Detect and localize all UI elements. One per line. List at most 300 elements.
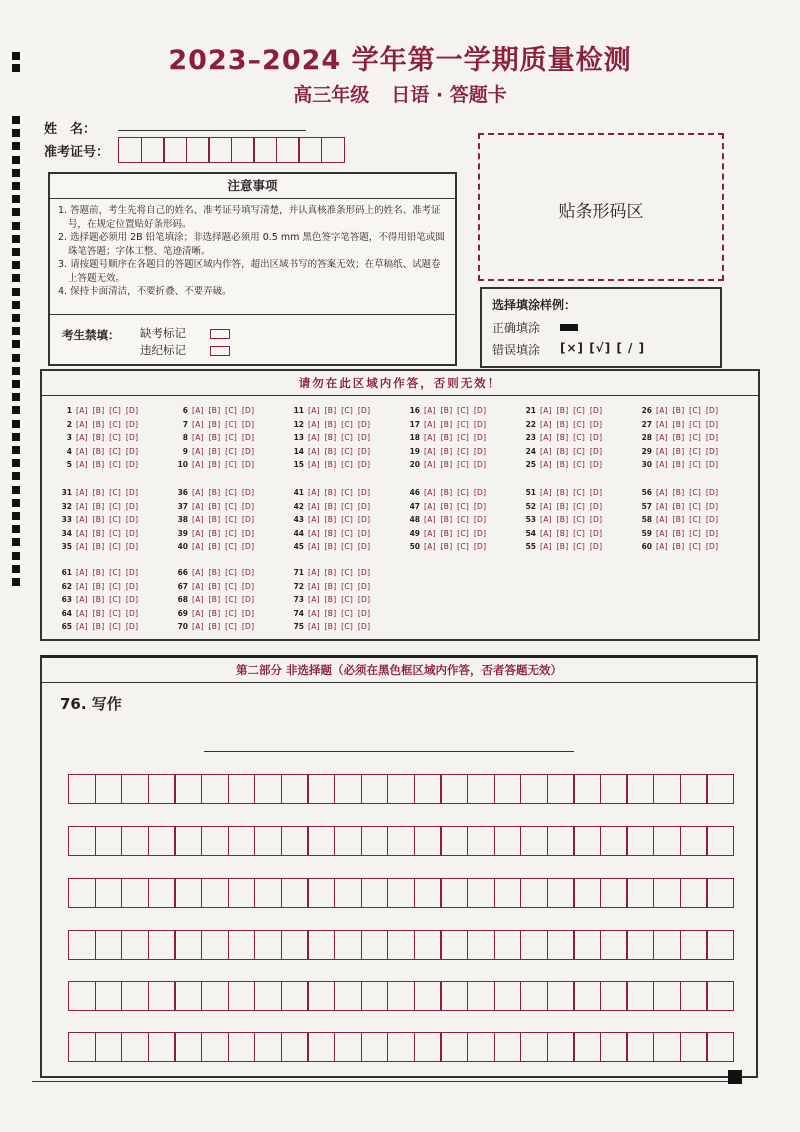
answer-options[interactable]: [A] [B] [C] [D]	[308, 420, 371, 429]
grid-cell[interactable]	[254, 774, 282, 804]
grid-cell[interactable]	[334, 878, 362, 908]
answer-options[interactable]: [A] [B] [C] [D]	[308, 460, 371, 469]
grid-cell[interactable]	[706, 981, 734, 1011]
grid-cell[interactable]	[494, 981, 522, 1011]
answer-options[interactable]: [A] [B] [C] [D]	[656, 433, 719, 442]
answer-options[interactable]: [A] [B] [C] [D]	[192, 622, 255, 631]
answer-options[interactable]: [A] [B] [C] [D]	[424, 542, 487, 551]
answer-options[interactable]: [A] [B] [C] [D]	[308, 488, 371, 497]
answer-options[interactable]: [A] [B] [C] [D]	[308, 568, 371, 577]
grid-cell[interactable]	[680, 826, 708, 856]
answer-options[interactable]: [A] [B] [C] [D]	[192, 502, 255, 511]
id-digit-box[interactable]	[186, 137, 210, 163]
grid-cell[interactable]	[228, 981, 256, 1011]
grid-cell[interactable]	[95, 826, 123, 856]
grid-cell[interactable]	[307, 930, 335, 960]
mc-question[interactable]	[636, 542, 718, 551]
violation-mark-box[interactable]	[210, 346, 230, 356]
grid-cell[interactable]	[573, 826, 601, 856]
grid-cell[interactable]	[307, 826, 335, 856]
mc-question[interactable]	[172, 609, 254, 618]
grid-cell[interactable]	[467, 1032, 495, 1062]
answer-options[interactable]: [A] [B] [C] [D]	[76, 529, 139, 538]
answer-options[interactable]: [A] [B] [C] [D]	[308, 595, 371, 604]
grid-cell[interactable]	[121, 981, 149, 1011]
mc-question[interactable]	[288, 447, 370, 456]
grid-cell[interactable]	[387, 774, 415, 804]
grid-cell[interactable]	[68, 981, 96, 1011]
grid-cell[interactable]	[228, 1032, 256, 1062]
grid-cell[interactable]	[228, 826, 256, 856]
grid-cell[interactable]	[626, 774, 654, 804]
grid-cell[interactable]	[547, 981, 575, 1011]
mc-question[interactable]	[56, 406, 138, 415]
grid-cell[interactable]	[600, 981, 628, 1011]
grid-cell[interactable]	[201, 981, 229, 1011]
mc-question[interactable]	[172, 582, 254, 591]
grid-cell[interactable]	[626, 826, 654, 856]
mc-question[interactable]	[288, 568, 370, 577]
grid-cell[interactable]	[121, 774, 149, 804]
grid-cell[interactable]	[95, 930, 123, 960]
grid-row[interactable]	[68, 878, 733, 908]
mc-question[interactable]	[56, 447, 138, 456]
grid-cell[interactable]	[281, 774, 309, 804]
id-digit-box[interactable]	[276, 137, 300, 163]
grid-cell[interactable]	[228, 930, 256, 960]
grid-cell[interactable]	[573, 1032, 601, 1062]
answer-options[interactable]: [A] [B] [C] [D]	[424, 515, 487, 524]
grid-cell[interactable]	[334, 930, 362, 960]
answer-options[interactable]: [A] [B] [C] [D]	[540, 488, 603, 497]
answer-options[interactable]: [A] [B] [C] [D]	[540, 529, 603, 538]
answer-options[interactable]: [A] [B] [C] [D]	[656, 542, 719, 551]
mc-question[interactable]	[520, 529, 602, 538]
mc-question[interactable]	[636, 529, 718, 538]
grid-row[interactable]	[68, 1032, 733, 1062]
grid-cell[interactable]	[281, 1032, 309, 1062]
grid-cell[interactable]	[653, 930, 681, 960]
mc-question[interactable]	[404, 433, 486, 442]
answer-options[interactable]: [A] [B] [C] [D]	[76, 595, 139, 604]
mc-question[interactable]	[520, 420, 602, 429]
grid-cell[interactable]	[174, 930, 202, 960]
answer-options[interactable]: [A] [B] [C] [D]	[424, 502, 487, 511]
grid-cell[interactable]	[148, 774, 176, 804]
grid-cell[interactable]	[95, 981, 123, 1011]
grid-cell[interactable]	[520, 930, 548, 960]
grid-cell[interactable]	[573, 930, 601, 960]
grid-cell[interactable]	[600, 826, 628, 856]
mc-question[interactable]	[520, 447, 602, 456]
grid-cell[interactable]	[600, 930, 628, 960]
mc-question[interactable]	[172, 529, 254, 538]
mc-question[interactable]	[56, 609, 138, 618]
mc-question[interactable]	[520, 460, 602, 469]
mc-question[interactable]	[404, 420, 486, 429]
answer-options[interactable]: [A] [B] [C] [D]	[76, 609, 139, 618]
grid-cell[interactable]	[121, 1032, 149, 1062]
grid-cell[interactable]	[95, 1032, 123, 1062]
answer-options[interactable]: [A] [B] [C] [D]	[308, 609, 371, 618]
answer-options[interactable]: [A] [B] [C] [D]	[76, 433, 139, 442]
answer-options[interactable]: [A] [B] [C] [D]	[192, 568, 255, 577]
grid-cell[interactable]	[680, 981, 708, 1011]
answer-options[interactable]: [A] [B] [C] [D]	[192, 595, 255, 604]
grid-cell[interactable]	[334, 1032, 362, 1062]
grid-cell[interactable]	[494, 826, 522, 856]
id-digit-box[interactable]	[208, 137, 232, 163]
mc-question[interactable]	[56, 420, 138, 429]
grid-cell[interactable]	[440, 930, 468, 960]
grid-cell[interactable]	[254, 826, 282, 856]
grid-row[interactable]	[68, 981, 733, 1011]
grid-cell[interactable]	[174, 826, 202, 856]
grid-cell[interactable]	[254, 930, 282, 960]
answer-options[interactable]: [A] [B] [C] [D]	[656, 447, 719, 456]
answer-options[interactable]: [A] [B] [C] [D]	[192, 460, 255, 469]
mc-question[interactable]	[520, 406, 602, 415]
mc-question[interactable]	[172, 502, 254, 511]
mc-question[interactable]	[520, 542, 602, 551]
mc-question[interactable]	[172, 568, 254, 577]
answer-options[interactable]: [A] [B] [C] [D]	[308, 582, 371, 591]
id-digit-box[interactable]	[321, 137, 345, 163]
mc-question[interactable]	[520, 433, 602, 442]
grid-cell[interactable]	[201, 1032, 229, 1062]
mc-question[interactable]	[288, 460, 370, 469]
mc-question[interactable]	[404, 460, 486, 469]
answer-options[interactable]: [A] [B] [C] [D]	[308, 447, 371, 456]
id-digit-box[interactable]	[298, 137, 322, 163]
grid-cell[interactable]	[174, 878, 202, 908]
mc-question[interactable]	[56, 568, 138, 577]
mc-question[interactable]	[636, 420, 718, 429]
mc-question[interactable]	[520, 502, 602, 511]
mc-question[interactable]	[404, 406, 486, 415]
grid-cell[interactable]	[626, 981, 654, 1011]
mc-question[interactable]	[288, 515, 370, 524]
answer-options[interactable]: [A] [B] [C] [D]	[424, 488, 487, 497]
grid-cell[interactable]	[680, 774, 708, 804]
mc-question[interactable]	[56, 529, 138, 538]
answer-options[interactable]: [A] [B] [C] [D]	[424, 433, 487, 442]
grid-cell[interactable]	[573, 878, 601, 908]
grid-cell[interactable]	[653, 774, 681, 804]
grid-cell[interactable]	[573, 981, 601, 1011]
grid-cell[interactable]	[414, 878, 442, 908]
grid-cell[interactable]	[68, 826, 96, 856]
mc-question[interactable]	[56, 502, 138, 511]
answer-options[interactable]: [A] [B] [C] [D]	[308, 502, 371, 511]
mc-question[interactable]	[56, 595, 138, 604]
grid-cell[interactable]	[307, 981, 335, 1011]
grid-cell[interactable]	[361, 774, 389, 804]
mc-question[interactable]	[56, 433, 138, 442]
grid-cell[interactable]	[95, 774, 123, 804]
mc-question[interactable]	[288, 542, 370, 551]
grid-cell[interactable]	[414, 930, 442, 960]
grid-cell[interactable]	[467, 774, 495, 804]
grid-cell[interactable]	[361, 1032, 389, 1062]
grid-cell[interactable]	[201, 774, 229, 804]
grid-cell[interactable]	[334, 981, 362, 1011]
answer-options[interactable]: [A] [B] [C] [D]	[656, 406, 719, 415]
grid-cell[interactable]	[281, 981, 309, 1011]
grid-cell[interactable]	[361, 878, 389, 908]
grid-cell[interactable]	[653, 981, 681, 1011]
answer-options[interactable]: [A] [B] [C] [D]	[308, 433, 371, 442]
answer-options[interactable]: [A] [B] [C] [D]	[192, 447, 255, 456]
grid-cell[interactable]	[600, 774, 628, 804]
answer-options[interactable]: [A] [B] [C] [D]	[308, 622, 371, 631]
grid-cell[interactable]	[547, 878, 575, 908]
grid-cell[interactable]	[201, 878, 229, 908]
answer-options[interactable]: [A] [B] [C] [D]	[540, 542, 603, 551]
grid-cell[interactable]	[174, 981, 202, 1011]
grid-cell[interactable]	[68, 878, 96, 908]
mc-question[interactable]	[288, 622, 370, 631]
grid-cell[interactable]	[387, 981, 415, 1011]
grid-cell[interactable]	[174, 1032, 202, 1062]
grid-cell[interactable]	[254, 878, 282, 908]
mc-question[interactable]	[172, 447, 254, 456]
exam-id-boxes[interactable]	[118, 137, 343, 163]
answer-options[interactable]: [A] [B] [C] [D]	[308, 515, 371, 524]
grid-cell[interactable]	[680, 1032, 708, 1062]
mc-question[interactable]	[172, 542, 254, 551]
grid-cell[interactable]	[254, 981, 282, 1011]
answer-options[interactable]: [A] [B] [C] [D]	[308, 406, 371, 415]
answer-options[interactable]: [A] [B] [C] [D]	[76, 420, 139, 429]
grid-cell[interactable]	[201, 930, 229, 960]
answer-options[interactable]: [A] [B] [C] [D]	[76, 542, 139, 551]
answer-options[interactable]: [A] [B] [C] [D]	[424, 460, 487, 469]
mc-question[interactable]	[520, 488, 602, 497]
grid-cell[interactable]	[626, 930, 654, 960]
mc-question[interactable]	[636, 447, 718, 456]
answer-options[interactable]: [A] [B] [C] [D]	[192, 488, 255, 497]
grid-cell[interactable]	[387, 930, 415, 960]
grid-cell[interactable]	[467, 826, 495, 856]
answer-options[interactable]: [A] [B] [C] [D]	[76, 622, 139, 631]
grid-cell[interactable]	[467, 930, 495, 960]
grid-cell[interactable]	[680, 930, 708, 960]
grid-cell[interactable]	[334, 826, 362, 856]
grid-cell[interactable]	[361, 981, 389, 1011]
grid-cell[interactable]	[281, 878, 309, 908]
answer-options[interactable]: [A] [B] [C] [D]	[192, 406, 255, 415]
grid-cell[interactable]	[653, 826, 681, 856]
grid-cell[interactable]	[361, 930, 389, 960]
answer-options[interactable]: [A] [B] [C] [D]	[76, 515, 139, 524]
answer-options[interactable]: [A] [B] [C] [D]	[540, 406, 603, 415]
absent-mark-box[interactable]	[210, 329, 230, 339]
grid-cell[interactable]	[387, 878, 415, 908]
grid-cell[interactable]	[121, 878, 149, 908]
grid-cell[interactable]	[334, 774, 362, 804]
grid-cell[interactable]	[547, 826, 575, 856]
mc-question[interactable]	[636, 488, 718, 497]
answer-options[interactable]: [A] [B] [C] [D]	[656, 529, 719, 538]
name-field[interactable]	[118, 130, 306, 131]
answer-options[interactable]: [A] [B] [C] [D]	[192, 515, 255, 524]
mc-question[interactable]	[288, 433, 370, 442]
id-digit-box[interactable]	[141, 137, 165, 163]
mc-question[interactable]	[56, 622, 138, 631]
grid-cell[interactable]	[573, 774, 601, 804]
answer-options[interactable]: [A] [B] [C] [D]	[192, 582, 255, 591]
mc-question[interactable]	[288, 420, 370, 429]
grid-cell[interactable]	[281, 826, 309, 856]
mc-question[interactable]	[404, 542, 486, 551]
answer-options[interactable]: [A] [B] [C] [D]	[192, 529, 255, 538]
grid-cell[interactable]	[68, 774, 96, 804]
answer-options[interactable]: [A] [B] [C] [D]	[192, 420, 255, 429]
answer-options[interactable]: [A] [B] [C] [D]	[76, 488, 139, 497]
mc-question[interactable]	[172, 406, 254, 415]
grid-cell[interactable]	[520, 981, 548, 1011]
answer-options[interactable]: [A] [B] [C] [D]	[308, 529, 371, 538]
answer-options[interactable]: [A] [B] [C] [D]	[192, 609, 255, 618]
answer-options[interactable]: [A] [B] [C] [D]	[76, 502, 139, 511]
grid-cell[interactable]	[706, 930, 734, 960]
id-digit-box[interactable]	[163, 137, 187, 163]
grid-cell[interactable]	[68, 1032, 96, 1062]
grid-cell[interactable]	[414, 826, 442, 856]
grid-cell[interactable]	[174, 774, 202, 804]
grid-cell[interactable]	[600, 1032, 628, 1062]
answer-options[interactable]: [A] [B] [C] [D]	[424, 406, 487, 415]
answer-options[interactable]: [A] [B] [C] [D]	[76, 568, 139, 577]
id-digit-box[interactable]	[118, 137, 142, 163]
mc-question[interactable]	[404, 502, 486, 511]
grid-cell[interactable]	[68, 930, 96, 960]
grid-cell[interactable]	[706, 1032, 734, 1062]
grid-cell[interactable]	[414, 1032, 442, 1062]
answer-options[interactable]: [A] [B] [C] [D]	[656, 460, 719, 469]
grid-cell[interactable]	[600, 878, 628, 908]
mc-question[interactable]	[172, 622, 254, 631]
answer-options[interactable]: [A] [B] [C] [D]	[424, 420, 487, 429]
mc-question[interactable]	[404, 488, 486, 497]
mc-question[interactable]	[288, 406, 370, 415]
id-digit-box[interactable]	[253, 137, 277, 163]
mc-question[interactable]	[172, 595, 254, 604]
grid-cell[interactable]	[440, 1032, 468, 1062]
mc-question[interactable]	[520, 515, 602, 524]
grid-row[interactable]	[68, 930, 733, 960]
grid-cell[interactable]	[148, 826, 176, 856]
answer-options[interactable]: [A] [B] [C] [D]	[656, 502, 719, 511]
grid-cell[interactable]	[653, 1032, 681, 1062]
mc-question[interactable]	[288, 502, 370, 511]
grid-cell[interactable]	[706, 774, 734, 804]
mc-question[interactable]	[288, 595, 370, 604]
grid-cell[interactable]	[494, 930, 522, 960]
mc-question[interactable]	[56, 488, 138, 497]
answer-options[interactable]: [A] [B] [C] [D]	[540, 433, 603, 442]
essay-title-line[interactable]	[204, 751, 574, 752]
grid-cell[interactable]	[228, 774, 256, 804]
answer-options[interactable]: [A] [B] [C] [D]	[76, 406, 139, 415]
answer-options[interactable]: [A] [B] [C] [D]	[424, 447, 487, 456]
mc-question[interactable]	[172, 433, 254, 442]
mc-question[interactable]	[56, 515, 138, 524]
answer-options[interactable]: [A] [B] [C] [D]	[540, 447, 603, 456]
grid-cell[interactable]	[706, 878, 734, 908]
grid-cell[interactable]	[254, 1032, 282, 1062]
answer-options[interactable]: [A] [B] [C] [D]	[192, 542, 255, 551]
grid-cell[interactable]	[520, 826, 548, 856]
grid-cell[interactable]	[201, 826, 229, 856]
mc-question[interactable]	[288, 488, 370, 497]
grid-cell[interactable]	[467, 878, 495, 908]
grid-cell[interactable]	[440, 774, 468, 804]
grid-cell[interactable]	[307, 774, 335, 804]
grid-cell[interactable]	[361, 826, 389, 856]
mc-question[interactable]	[172, 420, 254, 429]
mc-question[interactable]	[172, 460, 254, 469]
grid-cell[interactable]	[547, 774, 575, 804]
grid-cell[interactable]	[121, 930, 149, 960]
answer-options[interactable]: [A] [B] [C] [D]	[656, 420, 719, 429]
mc-question[interactable]	[288, 529, 370, 538]
grid-cell[interactable]	[467, 981, 495, 1011]
answer-options[interactable]: [A] [B] [C] [D]	[540, 515, 603, 524]
grid-cell[interactable]	[626, 1032, 654, 1062]
mc-question[interactable]	[404, 447, 486, 456]
answer-options[interactable]: [A] [B] [C] [D]	[76, 447, 139, 456]
mc-question[interactable]	[172, 488, 254, 497]
grid-cell[interactable]	[440, 878, 468, 908]
answer-options[interactable]: [A] [B] [C] [D]	[540, 420, 603, 429]
grid-cell[interactable]	[148, 981, 176, 1011]
mc-question[interactable]	[636, 502, 718, 511]
grid-cell[interactable]	[520, 774, 548, 804]
grid-cell[interactable]	[706, 826, 734, 856]
grid-cell[interactable]	[520, 878, 548, 908]
mc-question[interactable]	[288, 609, 370, 618]
grid-cell[interactable]	[547, 930, 575, 960]
grid-row[interactable]	[68, 774, 733, 804]
answer-options[interactable]: [A] [B] [C] [D]	[424, 529, 487, 538]
grid-cell[interactable]	[653, 878, 681, 908]
mc-question[interactable]	[636, 515, 718, 524]
grid-cell[interactable]	[307, 1032, 335, 1062]
mc-question[interactable]	[56, 460, 138, 469]
mc-question[interactable]	[56, 542, 138, 551]
grid-cell[interactable]	[148, 1032, 176, 1062]
grid-cell[interactable]	[121, 826, 149, 856]
answer-options[interactable]: [A] [B] [C] [D]	[308, 542, 371, 551]
answer-options[interactable]: [A] [B] [C] [D]	[192, 433, 255, 442]
answer-options[interactable]: [A] [B] [C] [D]	[76, 582, 139, 591]
mc-question[interactable]	[636, 433, 718, 442]
grid-cell[interactable]	[440, 981, 468, 1011]
grid-cell[interactable]	[680, 878, 708, 908]
grid-cell[interactable]	[228, 878, 256, 908]
answer-options[interactable]: [A] [B] [C] [D]	[540, 502, 603, 511]
grid-cell[interactable]	[148, 878, 176, 908]
grid-cell[interactable]	[414, 774, 442, 804]
grid-cell[interactable]	[281, 930, 309, 960]
grid-cell[interactable]	[547, 1032, 575, 1062]
grid-cell[interactable]	[148, 930, 176, 960]
mc-question[interactable]	[172, 515, 254, 524]
answer-options[interactable]: [A] [B] [C] [D]	[540, 460, 603, 469]
answer-options[interactable]: [A] [B] [C] [D]	[656, 488, 719, 497]
